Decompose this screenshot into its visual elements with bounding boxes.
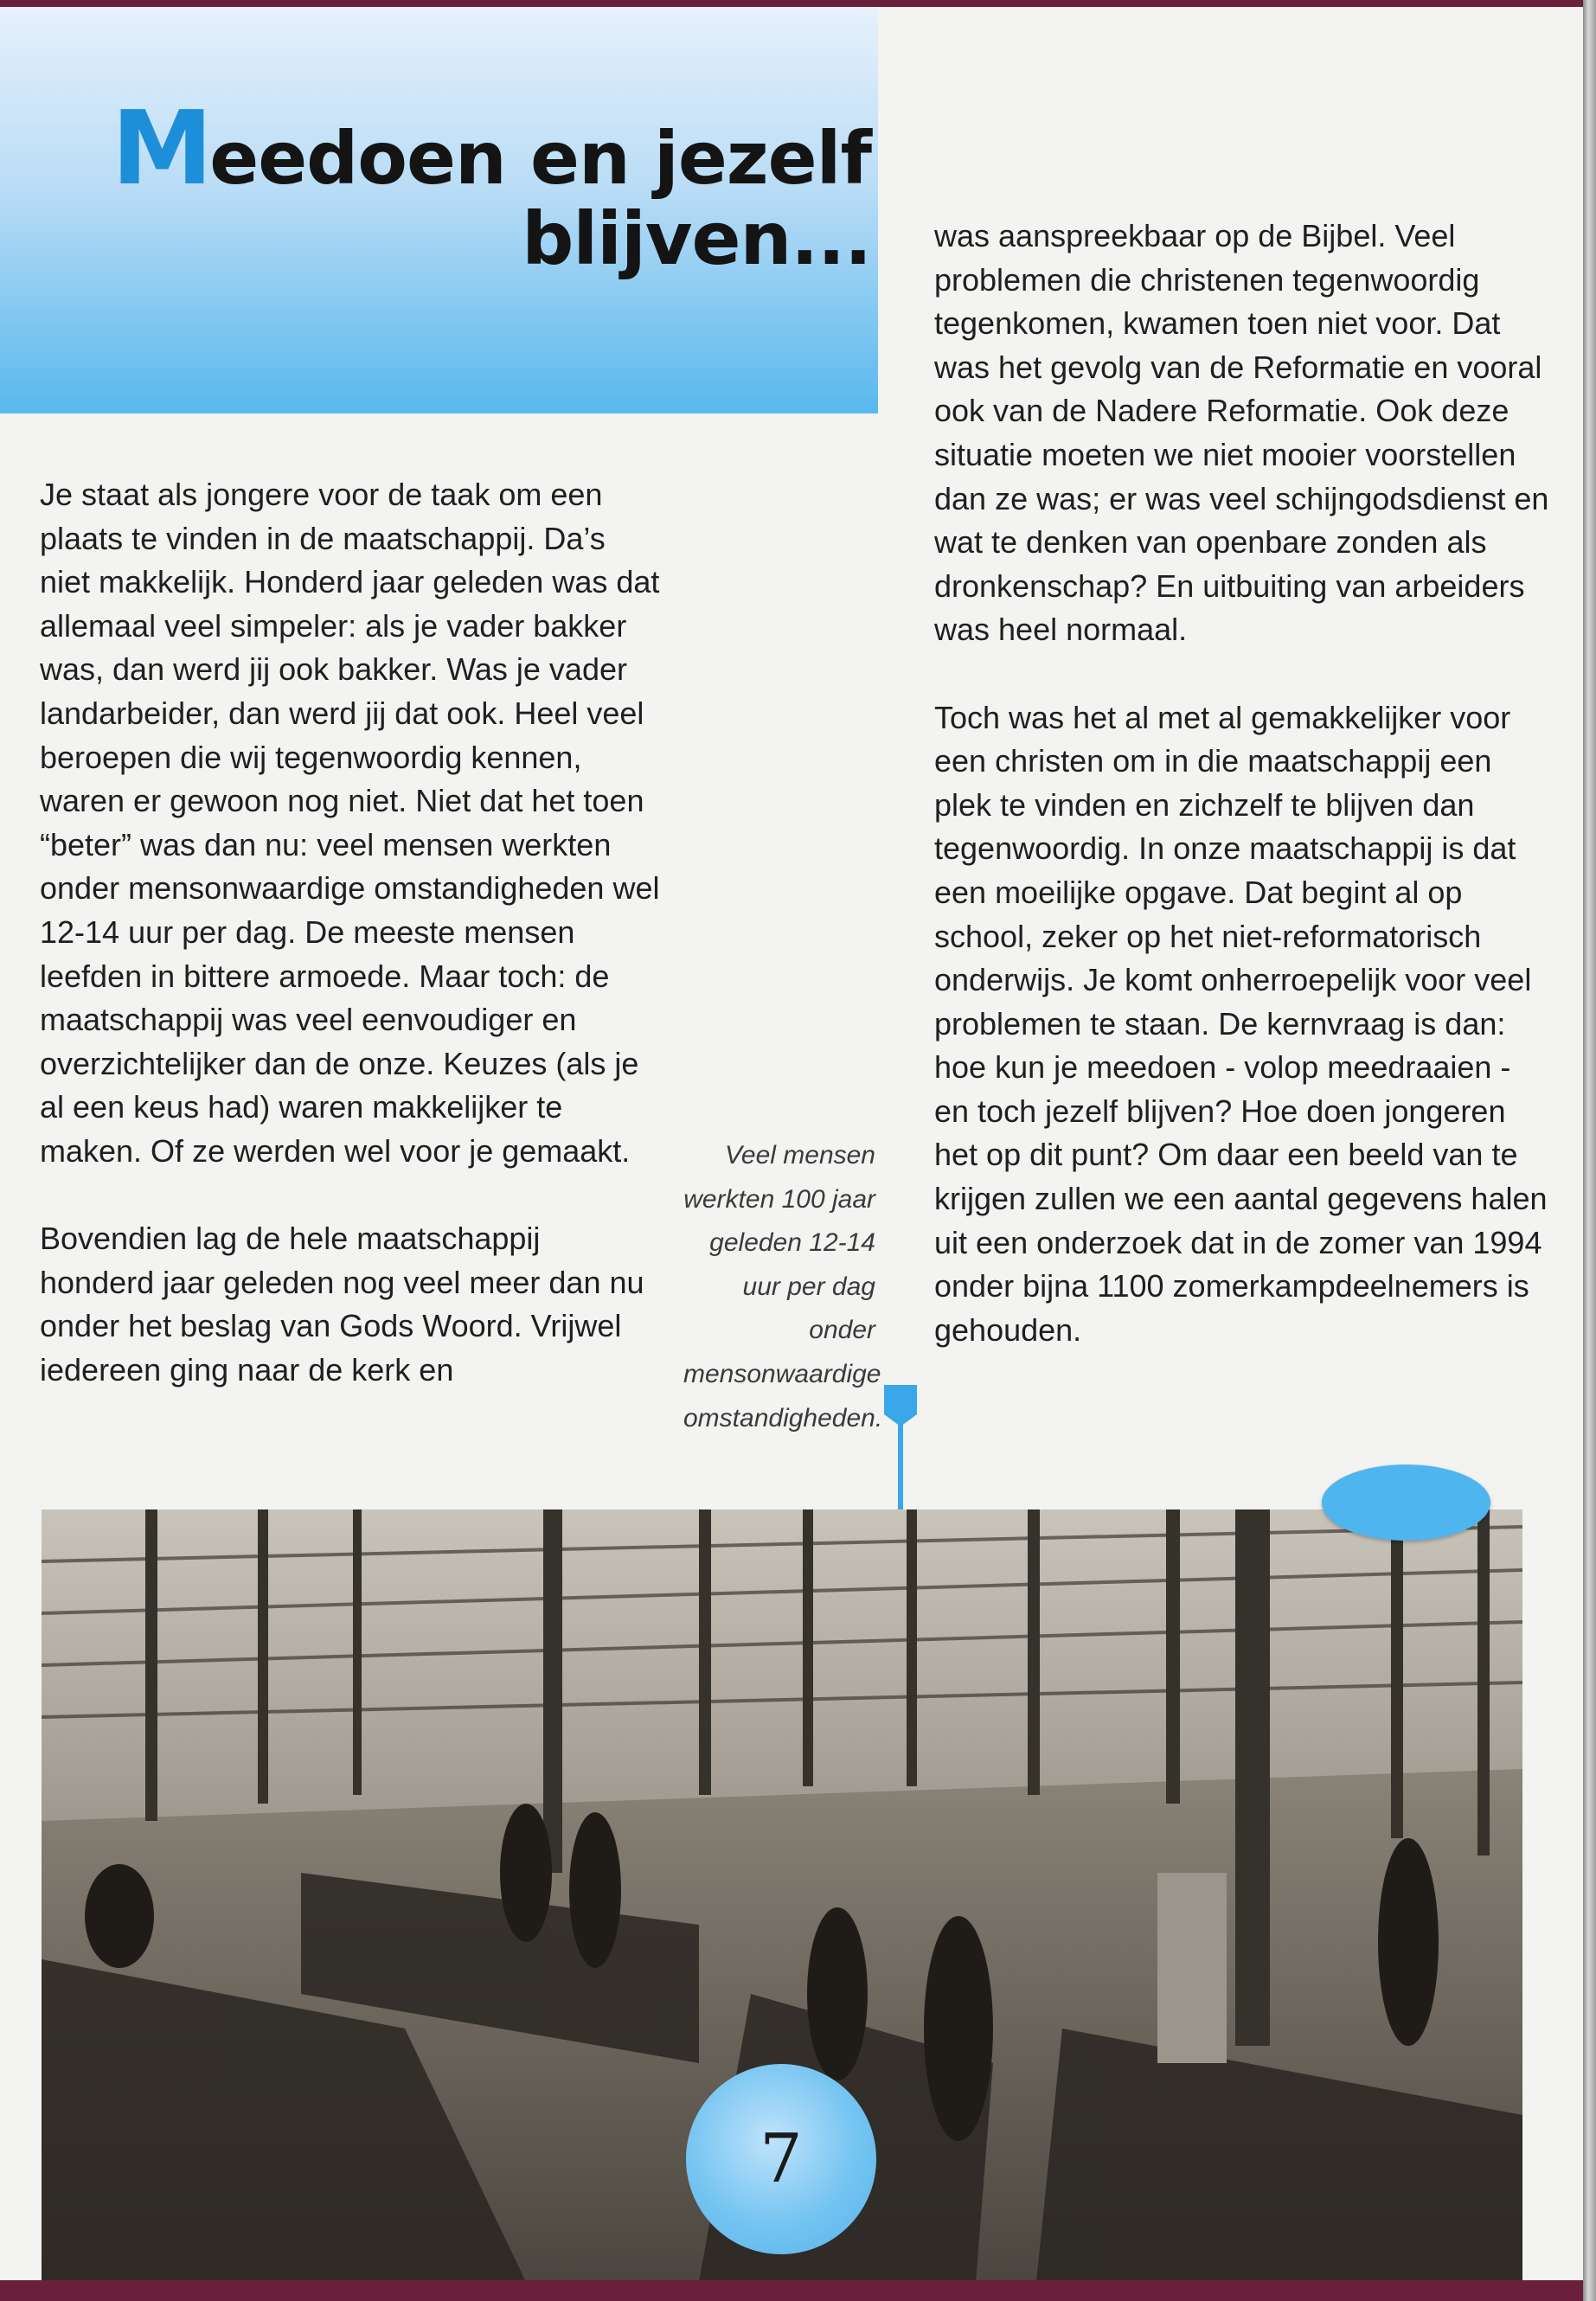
page-number-badge — [686, 2064, 876, 2254]
left-paragraph-1: Je staat als jongere voor de taak om een plaats te vinden in de maatschappij. Da’s niet makkelijk. Honderd jaar geleden was dat allemaal veel simpeler: als je vader bakker was, dan werd jij ook bakker. Was je vader landarbeider, dan werd jij dat ook. Heel veel beroepen die wij tegenwoordig kennen, waren er gewoon nog niet. Niet dat het toen “beter” was dan nu: veel mensen werkten onder mensonwaardige omstandigheden wel 12-14 uur per dag. De meeste mensen leefden in bittere armoede. Maar toch: de maatschappij was veel eenvoudiger en overzichtelijker dan de onze. Keuzes (als je al een keus had) waren makkelijker te maken. Of ze werden wel voor je gemaakt. — [40, 477, 660, 1169]
left-column — [40, 473, 663, 1392]
blue-oval-decoration — [1322, 1465, 1490, 1541]
magazine-page — [0, 7, 1590, 2280]
right-paragraph-2: Toch was het al met al gemakkelijker voor een christen om in die maatschappij een plek te vinden en zichzelf te blijven dan tegenwoordig. In onze maatschappij is dat een moeilijke opgave. Dat begint al op school, zeker op het niet-reformatorisch onderwijs. Je komt onherroepelijk voor veel problemen te staan. De kernvraag is dan: hoe kun je meedoen - volop meedraaien - en toch jezelf blijven? Hoe doen jongeren het op dit punt? Om daar een beeld van te krijgen zullen we een aantal gegevens halen uit een onderzoek dat in de zomer van 1994 onder bijna 1100 zomerkampdeelnemers is gehouden. — [934, 699, 1548, 1348]
page-binding-edge — [1583, 0, 1596, 2301]
title-line-2: blijven... — [522, 196, 871, 281]
page-number: 7 — [760, 2120, 803, 2198]
photo-caption: Veel mensen werkten 100 jaar geleden 12-14 uur per dag onder mensonwaardige omstandigheden. — [683, 1141, 883, 1433]
title-line-1-rest: eedoen en jezelf — [209, 116, 871, 201]
title-dropcap: M — [111, 88, 210, 208]
title-panel — [0, 7, 878, 413]
right-column — [934, 215, 1553, 1352]
left-paragraph-2: Bovendien lag de hele maatschappij honderd jaar geleden nog veel meer dan nu onder het beslag van Gods Woord. Vrijwel iedereen ging naar de kerk en — [40, 1221, 644, 1388]
right-paragraph-1: was aanspreekbaar op de Bijbel. Veel problemen die christenen tegenwoordig tegenkomen, kwamen toen niet voor. Dat was het gevolg van de Reformatie en vooral ook van de Nadere Reformatie. Ook deze situatie moeten we niet mooier voorstellen dan ze was; er was veel schijngodsdienst en wat te denken van openbare zonden als dronkenschap? En uitbuiting van arbeiders was heel normaal. — [934, 218, 1549, 648]
title-line-1 — [111, 88, 871, 208]
